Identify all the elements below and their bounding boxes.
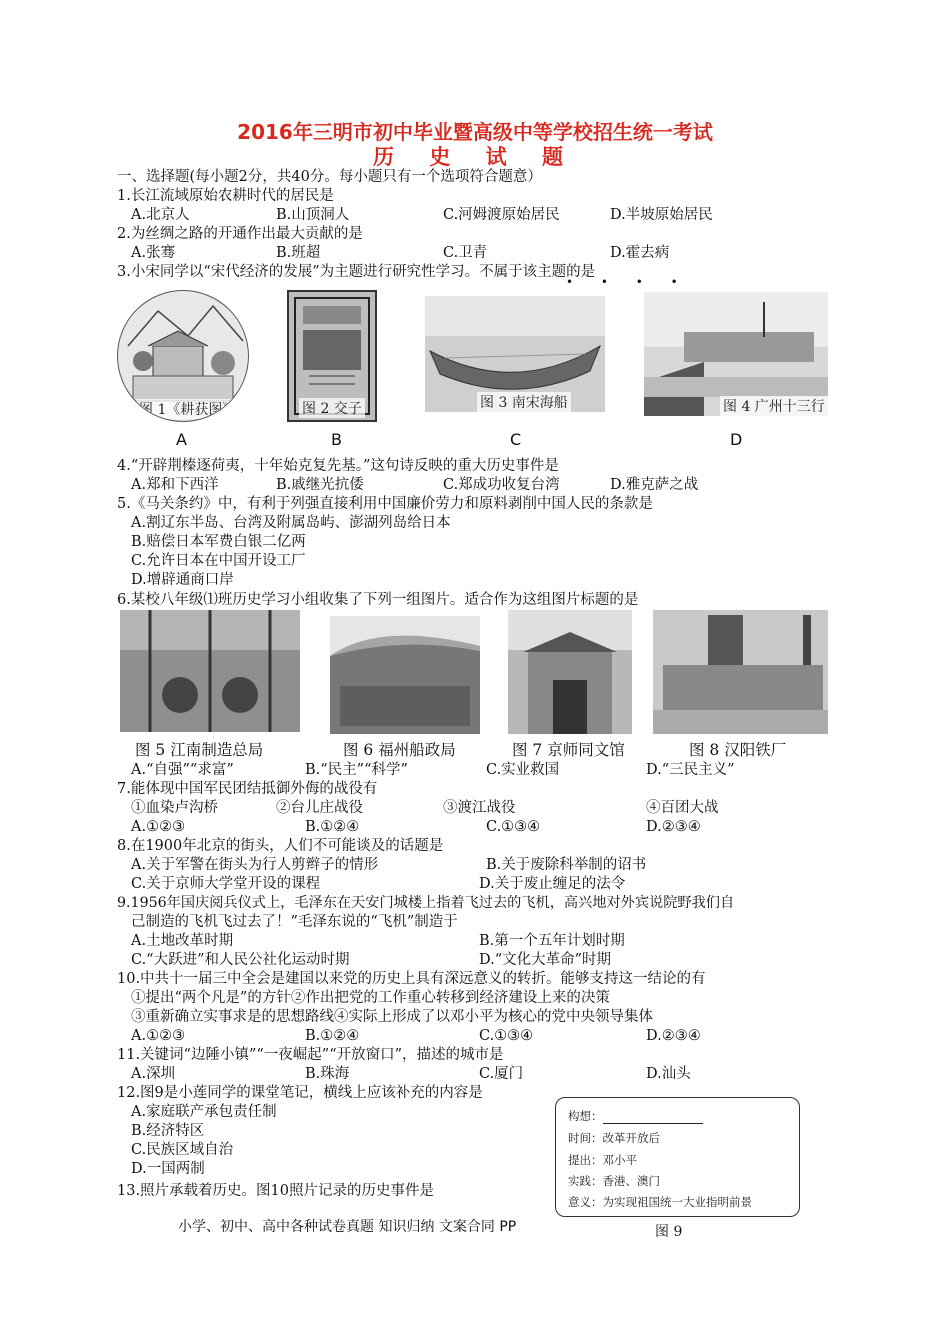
q12-option-c: C.民族区域自治	[131, 1142, 234, 1158]
section-heading: 一、选择题(每小题2分，共40分。每小题只有一个选项符合题意）	[117, 169, 542, 185]
q6-option-c: C.实业救国	[486, 762, 560, 778]
q10-line1: ①提出“两个凡是”的方针②作出把党的工作重心转移到经济建设上来的决策	[131, 990, 610, 1006]
figure-7-tongwen-guan	[508, 610, 632, 734]
q9-stem-line1: 9.1956年国庆阅兵仪式上，毛泽东在天安门城楼上指着飞过去的飞机，高兴地对外宾说院野我们自	[117, 895, 735, 911]
factory-interior-icon	[120, 610, 300, 732]
q7-item-3: ③渡江战役	[443, 800, 516, 816]
figure-1-caption: 图 1《耕获图》	[136, 399, 239, 419]
q2-option-a: A.张骞	[131, 245, 176, 261]
q8-option-a: A.关于军警在街头为行人剪辫子的情形	[131, 857, 379, 873]
note-line-concept	[568, 1108, 703, 1124]
q6-option-a: A.“自强”“求富”	[131, 762, 234, 778]
q2-option-c: C.卫青	[443, 245, 488, 261]
figure-4-thirteen-hongs	[644, 292, 828, 416]
q1-option-d: D.半坡原始居民	[610, 207, 713, 223]
q4-stem: 4.“开辟荆榛逐荷夷，十年始克复先基。”这句诗反映的重大历史事件是	[117, 458, 559, 474]
emphasis-dots: • • • •	[566, 275, 690, 289]
figure-3-caption: 图 3 南宋海船	[477, 392, 571, 412]
q2-option-d: D.霍去病	[610, 245, 670, 261]
q11-option-d: D.汕头	[646, 1066, 691, 1082]
figure-8-hanyang-ironworks	[653, 610, 828, 734]
q6-option-b: B.“民主”“科学”	[305, 762, 408, 778]
note-line-significance: 意义：为实现祖国统一大业指明前景	[568, 1195, 752, 1209]
q6-stem: 6.某校八年级⑴班历史学习小组收集了下列一组图片。适合作为这组图片标题的是	[117, 592, 639, 608]
q10-option-d: D.②③④	[646, 1028, 701, 1044]
q7-option-a: A.①②③	[131, 819, 186, 835]
q4-option-d: D.雅克萨之战	[610, 477, 699, 493]
q7-option-c: C.①③④	[486, 819, 541, 835]
q6-option-d: D.“三民主义”	[646, 762, 735, 778]
gate-building-icon	[508, 610, 632, 734]
figure-3-song-ship	[425, 296, 605, 412]
figure-9-class-notes	[555, 1097, 800, 1217]
figure-2-caption: 图 2 交子	[299, 398, 365, 418]
exam-title: 2016年三明市初中毕业暨高级中等学校招生统一考试	[237, 120, 713, 144]
shipyard-icon	[330, 616, 480, 734]
figure-8-caption: 图 8 汉阳铁厂	[689, 741, 787, 759]
q7-option-b: B.①②④	[305, 819, 360, 835]
q3-letter-b: B	[331, 430, 342, 449]
q3-letter-c: C	[510, 430, 522, 449]
q11-stem: 11.关键词“边陲小镇”“一夜崛起”“开放窗口”，描述的城市是	[117, 1047, 504, 1063]
q9-stem-line2: 己制造的飞机飞过去了！”毛泽东说的“飞机”制造于	[131, 914, 458, 930]
note-concept-label: 构想：	[568, 1109, 603, 1123]
note-line-proposer: 提出：邓小平	[568, 1153, 637, 1167]
q10-option-b: B.①②④	[305, 1028, 360, 1044]
figure-2-jiaozi	[287, 290, 377, 422]
q7-stem: 7.能体现中国军民团结抵御外侮的战役有	[117, 781, 378, 797]
exam-subtitle: 历 史 试 题	[373, 145, 577, 169]
note-line-practice: 实践：香港、澳门	[568, 1174, 660, 1188]
q1-stem: 1.长江流域原始农耕时代的居民是	[117, 188, 334, 204]
q4-option-b: B.戚继光抗倭	[276, 477, 364, 493]
figure-1-gengu-painting	[117, 290, 249, 422]
q7-item-1: ①血染卢沟桥	[131, 800, 218, 816]
q10-option-c: C.①③④	[479, 1028, 534, 1044]
q9-option-b: B.第一个五年计划时期	[479, 933, 625, 949]
q5-option-d: D.增辟通商口岸	[131, 572, 234, 588]
q1-option-b: B.山顶洞人	[276, 207, 350, 223]
note-blank-line	[603, 1111, 703, 1124]
q12-option-a: A.家庭联产承包责任制	[131, 1104, 277, 1120]
q8-stem: 8.在1900年北京的街头，人们不可能谈及的话题是	[117, 838, 444, 854]
q10-line2: ③重新确立实事求是的思想路线④实际上形成了以邓小平为核心的党中央领导集体	[131, 1009, 653, 1025]
q9-option-c: C.“大跃进”和人民公社化运动时期	[131, 952, 350, 968]
q11-option-b: B.珠海	[305, 1066, 350, 1082]
q3-letter-a: A	[176, 430, 187, 449]
q1-option-c: C.河姆渡原始居民	[443, 207, 560, 223]
q7-item-4: ④百团大战	[646, 800, 719, 816]
q7-item-2: ②台儿庄战役	[276, 800, 363, 816]
figure-4-caption: 图 4 广州十三行	[720, 396, 828, 416]
q10-option-a: A.①②③	[131, 1028, 186, 1044]
q8-option-b: B.关于废除科举制的诏书	[486, 857, 647, 873]
q8-option-c: C.关于京师大学堂开设的课程	[131, 876, 321, 892]
figure-5-jiangnan-arsenal	[120, 610, 300, 732]
q8-option-d: D.关于废止缠足的法令	[479, 876, 626, 892]
q2-stem: 2.为丝绸之路的开通作出最大贡献的是	[117, 226, 363, 242]
q11-option-a: A.深圳	[131, 1066, 176, 1082]
q5-option-b: B.赔偿日本军费白银二亿两	[131, 534, 306, 550]
q3-letter-d: D	[730, 430, 743, 449]
page-footer: 小学、初中、高中各种试卷真题 知识归纳 文案合同 PP	[178, 1219, 517, 1235]
q4-option-a: A.郑和下西洋	[131, 477, 219, 493]
figure-6-fuzhou-shipyard	[330, 616, 480, 734]
q12-stem: 12.图9是小莲同学的课堂笔记，横线上应该补充的内容是	[117, 1085, 483, 1101]
q5-option-a: A.割辽东半岛、台湾及附属岛屿、澎湖列岛给日本	[131, 515, 451, 531]
q5-option-c: C.允许日本在中国开设工厂	[131, 553, 306, 569]
figure-7-caption: 图 7 京师同文馆	[512, 741, 625, 759]
ironworks-icon	[653, 610, 828, 734]
q10-stem: 10.中共十一届三中全会是建国以来党的历史上具有深远意义的转折。能够支持这一结论的有	[117, 971, 706, 987]
figure-5-caption: 图 5 江南制造总局	[135, 741, 264, 759]
q12-option-d: D.一国两制	[131, 1161, 205, 1177]
note-line-time: 时间：改革开放后	[568, 1131, 660, 1145]
q11-option-c: C.厦门	[479, 1066, 524, 1082]
q1-option-a: A.北京人	[131, 207, 190, 223]
q2-option-b: B.班超	[276, 245, 321, 261]
figure-6-caption: 图 6 福州船政局	[343, 741, 456, 759]
q7-option-d: D.②③④	[646, 819, 701, 835]
figure-9-label: 图 9	[655, 1224, 683, 1240]
q9-option-a: A.土地改革时期	[131, 933, 234, 949]
q13-stem: 13.照片承载着历史。图10照片记录的历史事件是	[117, 1183, 435, 1199]
q9-option-d: D.“文化大革命”时期	[479, 952, 612, 968]
q12-option-b: B.经济特区	[131, 1123, 205, 1139]
q4-option-c: C.郑成功收复台湾	[443, 477, 560, 493]
q5-stem: 5.《马关条约》中，有利于列强直接利用中国廉价劳力和原料剥削中国人民的条款是	[117, 496, 653, 512]
q3-stem: 3.小宋同学以“宋代经济的发展”为主题进行研究性学习。不属于该主题的是	[117, 264, 596, 280]
